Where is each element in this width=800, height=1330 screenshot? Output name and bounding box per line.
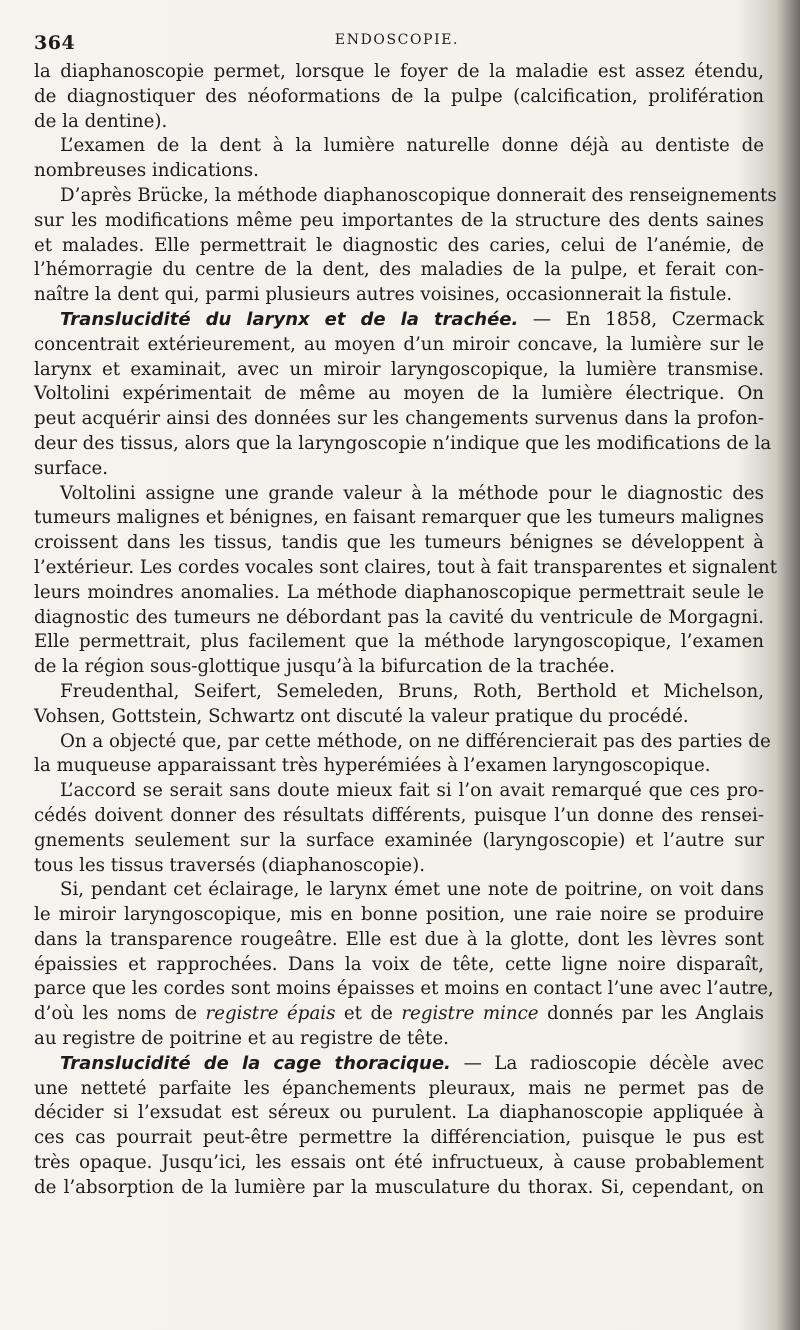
text-line: gnements seulement sur la surface examinée (laryngoscopie) et l’autre sur	[34, 829, 764, 851]
text-line: deur des tissus, alors que la laryngoscopie n’indique que les modifications de la	[34, 432, 772, 454]
text-line: larynx et examinait, avec un miroir laryngoscopique, la lumière transmise.	[34, 358, 764, 380]
text-line: dans la transparence rougeâtre. Elle est due à la glotte, dont les lèvres sont	[34, 928, 764, 950]
text-line: Vohsen, Gottstein, Schwartz ont discuté la valeur pratique du procédé.	[34, 705, 689, 727]
text-line: de diagnostiquer des néoformations de la pulpe (calcification, prolifération	[34, 85, 764, 107]
text-line: l’extérieur. Les cordes vocales sont claires, tout à fait transparentes et signalent	[34, 556, 778, 578]
term-registre-epais: registre épais	[205, 1003, 336, 1025]
text-line: Translucidité de la cage thoracique. — La radioscopie décèle avec	[60, 1052, 764, 1074]
text-line: D’après Brücke, la méthode diaphanoscopique donnerait des renseignements	[60, 184, 777, 206]
text-line: sur les modifications même peu importantes de la structure des dents saines	[34, 209, 764, 231]
text-line: peut acquérir ainsi des données sur les changements survenus dans la profon-	[34, 408, 764, 430]
paragraph	[34, 134, 764, 184]
text-line: ces cas pourrait peut-être permettre la différenciation, puisque le pus est	[34, 1127, 764, 1149]
text-line: l’hémorragie du centre de la dent, des maladies de la pulpe, et ferait con-	[34, 259, 764, 281]
text-line: On a objecté que, par cette méthode, on ne différencierait pas des parties de	[60, 730, 771, 752]
text-line: la muqueuse apparaissant très hyperémiées à l’examen laryngoscopique.	[34, 755, 711, 777]
text-line: de la région sous-glottique jusqu’à la bifurcation de la trachée.	[34, 656, 615, 678]
text-line: le miroir laryngoscopique, mis en bonne position, une raie noire se produire	[34, 904, 764, 926]
paragraph	[34, 878, 774, 1052]
paragraph	[34, 60, 764, 134]
text-line: tous les tissus traversés (diaphanoscopie).	[34, 854, 426, 876]
text-line: nombreuses indications.	[34, 160, 259, 182]
text-line: Elle permettrait, plus facilement que la méthode laryngoscopique, l’examen	[34, 631, 764, 653]
text-line: surface.	[34, 457, 109, 479]
text-line: L’accord se serait sans doute mieux fait si l’on avait remarqué que ces pro-	[60, 780, 764, 802]
text-line: Translucidité du larynx et de la trachée. — En 1858, Czermack	[60, 308, 764, 330]
paragraph	[34, 680, 764, 730]
text-line: la diaphanoscopie permet, lorsque le foyer de la maladie est assez étendu,	[34, 61, 764, 82]
section-heading-thorax: Translucidité de la cage thoracique.	[60, 1052, 451, 1074]
text-line: parce que les cordes sont moins épaisses et moins en contact l’une avec l’autre,	[34, 978, 774, 1000]
paragraph	[34, 779, 764, 878]
page-body	[34, 60, 778, 1201]
text-line: concentrait extérieurement, au moyen d’un miroir concave, la lumière sur le	[34, 333, 764, 355]
term-registre-mince: registre mince	[401, 1003, 539, 1025]
text-line: naître la dent qui, parmi plusieurs autres voisines, occasionnerait la fistule.	[34, 284, 733, 306]
text-line: Si, pendant cet éclairage, le larynx émet une note de poitrine, on voit dans	[60, 879, 764, 901]
page-header	[34, 26, 760, 56]
text-line: tumeurs malignes et bénignes, en faisant remarquer que les tumeurs malignes	[34, 507, 764, 529]
text-line: au registre de poitrine et au registre de tête.	[34, 1028, 449, 1050]
paragraph	[34, 308, 772, 482]
text-line: croissent dans les tissus, tandis que les tumeurs bénignes se développent à	[34, 532, 764, 554]
page-number: 364	[34, 32, 76, 54]
text-line: cédés doivent donner des résultats différents, puisque l’un donne des rensei-	[34, 804, 764, 826]
text-line: très opaque. Jusqu’ici, les essais ont été infructueux, à cause probablement	[34, 1152, 764, 1174]
text-line: et malades. Elle permettrait le diagnostic des caries, celui de l’anémie, de	[34, 234, 764, 256]
paragraph	[34, 482, 778, 680]
text-line: leurs moindres anomalies. La méthode diaphanoscopique permettrait seule le	[34, 581, 764, 603]
section-heading-larynx: Translucidité du larynx et de la trachée.	[60, 308, 519, 330]
text-line: épaissies et rapprochées. Dans la voix de tête, cette ligne noire disparaît,	[34, 953, 764, 975]
running-title: ENDOSCOPIE.	[334, 32, 460, 48]
paragraph	[34, 1052, 764, 1201]
paragraph	[34, 184, 777, 308]
text-line: diagnostic des tumeurs ne débordant pas la cavité du ventricule de Morgagni.	[34, 606, 764, 628]
text-line: Voltolini assigne une grande valeur à la méthode pour le diagnostic des	[60, 482, 764, 504]
text-line: une netteté parfaite les épanchements pleuraux, mais ne permet pas de	[34, 1077, 764, 1099]
paragraph	[34, 730, 771, 780]
text-line: Voltolini expérimentait de même au moyen de la lumière électrique. On	[34, 383, 764, 405]
text-line: de l’absorption de la lumière par la musculature du thorax. Si, cependant, on	[34, 1176, 764, 1198]
text-line: L’examen de la dent à la lumière naturelle donne déjà au dentiste de	[60, 135, 764, 157]
text-line: d’où les noms de registre épais et de registre mince donnés par les Anglais	[34, 1003, 764, 1025]
text-line: décider si l’exsudat est séreux ou purulent. La diaphanoscopie appliquée à	[34, 1102, 764, 1124]
text-line: Freudenthal, Seifert, Semeleden, Bruns, Roth, Berthold et Michelson,	[60, 680, 764, 702]
text-line: de la dentine).	[34, 110, 168, 132]
